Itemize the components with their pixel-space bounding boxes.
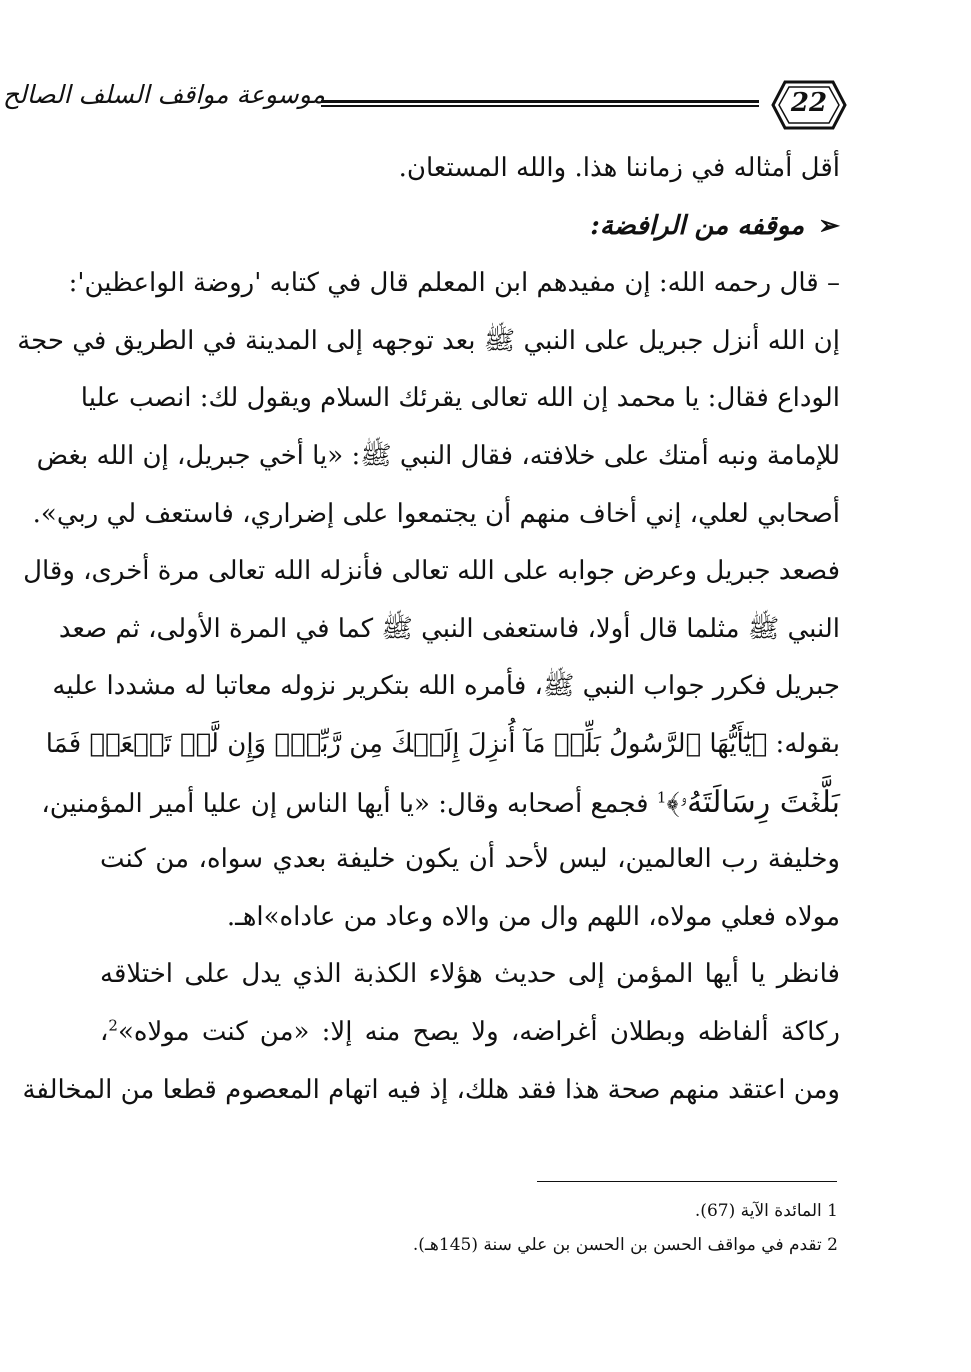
section-heading [100,198,840,256]
arrow-marker-icon: ➢ [818,210,840,241]
text-line: فصعد جبريل وعرض جوابه على الله تعالى فأنزله الله تعالى مرة أخرى، وقال [23,556,840,587]
footnote: 2 تقدم في مواقف الحسن بن الحسن بن علي سنة (145هـ). [412,1235,838,1255]
header-rule [321,100,759,109]
footnote: 1 المائدة الآية (67). [694,1201,838,1221]
text-line: وخليفة رب العالمين، ليس لأحد أن يكون خليفة بعدي سواه، من كنت [100,844,840,875]
text-line: – قال رحمه الله: إن مفيدهم ابن المعلم قال في كتابه 'روضة الواعظين': [68,268,840,299]
text-line [100,1004,840,1062]
quran-verse-end: بَلَّغۡتَ رِسَالَتَهُۥ﴾ [666,784,840,820]
quran-verse-line: بقوله: ﴿يَٰٓأَيُّهَا ٱلرَّسُولُ بَلِّغۡ مَآ أُنزِلَ إِلَيۡكَ مِن رَّبِّكَۖ وَإِن لَّمۡ تَفۡعَلۡ فَمَا [45,728,840,759]
text-line: أقل أمثاله في زماننا هذا. والله المستعان. [398,153,840,183]
text-fragment: ركاكة ألفاظه وبطلان أغراضه، ولا يصح منه إلا: «من كنت مولاه» [117,1016,840,1047]
footnotes [300,1194,838,1262]
text-fragment: فجمع أصحابه وقال: «يا أيها الناس إن عليا أمير المؤمنين، [41,788,649,819]
page-number: 22 [790,88,828,118]
page-number-badge [771,76,847,134]
footnote-ref: 2 [108,1016,118,1035]
text-line [41,774,840,832]
series-title: موسوعة مواقف السلف الصالح [2,80,325,109]
text-line: جبريل فكرر جواب النبي ﷺ، فأمره الله بتكرير نزوله معاتبا له مشددا عليه [52,671,840,702]
text-line: أصحابي لعلي، إني أخاف منهم أن يجتمعوا على إضراري، فاستعف لي ربي». [32,498,840,529]
body-text [17,140,840,1119]
text-line: ومن اعتقد منهم صحة هذا فقد هلك، إذ فيه اتهام المعصوم قطعا من المخالفة [22,1074,840,1105]
text-fragment: ، [100,1016,109,1047]
text-line: النبي ﷺ مثلما قال أولا، فاستعفى النبي ﷺ كما في المرة الأولى، ثم صعد [58,613,840,644]
section-heading-text: موقفه من الرافضة: [590,210,805,241]
text-line: فانظر يا أيها المؤمن إلى حديث هؤلاء الكذبة الذي يدل على اختلاقه [100,959,840,990]
footnote-ref: 1 [656,787,667,806]
page-header [2,70,855,140]
footnote-separator [537,1181,837,1182]
text-line: الوداع فقال: يا محمد إن الله تعالى يقرئك السلام ويقول لك: انصب عليا [80,383,840,414]
text-line: مولاه فعلي مولاه، اللهم وال من والاه وعاد من عاداه»اهـ. [226,901,840,932]
text-line: للإمامة ونبه أمتك على خلافته، فقال النبي ﷺ: «يا أخي جبريل، إن الله بغض [36,440,840,471]
text-line: إن الله أنزل جبريل على النبي ﷺ بعد توجهه إلى المدينة في الطريق في حجة [17,325,840,356]
